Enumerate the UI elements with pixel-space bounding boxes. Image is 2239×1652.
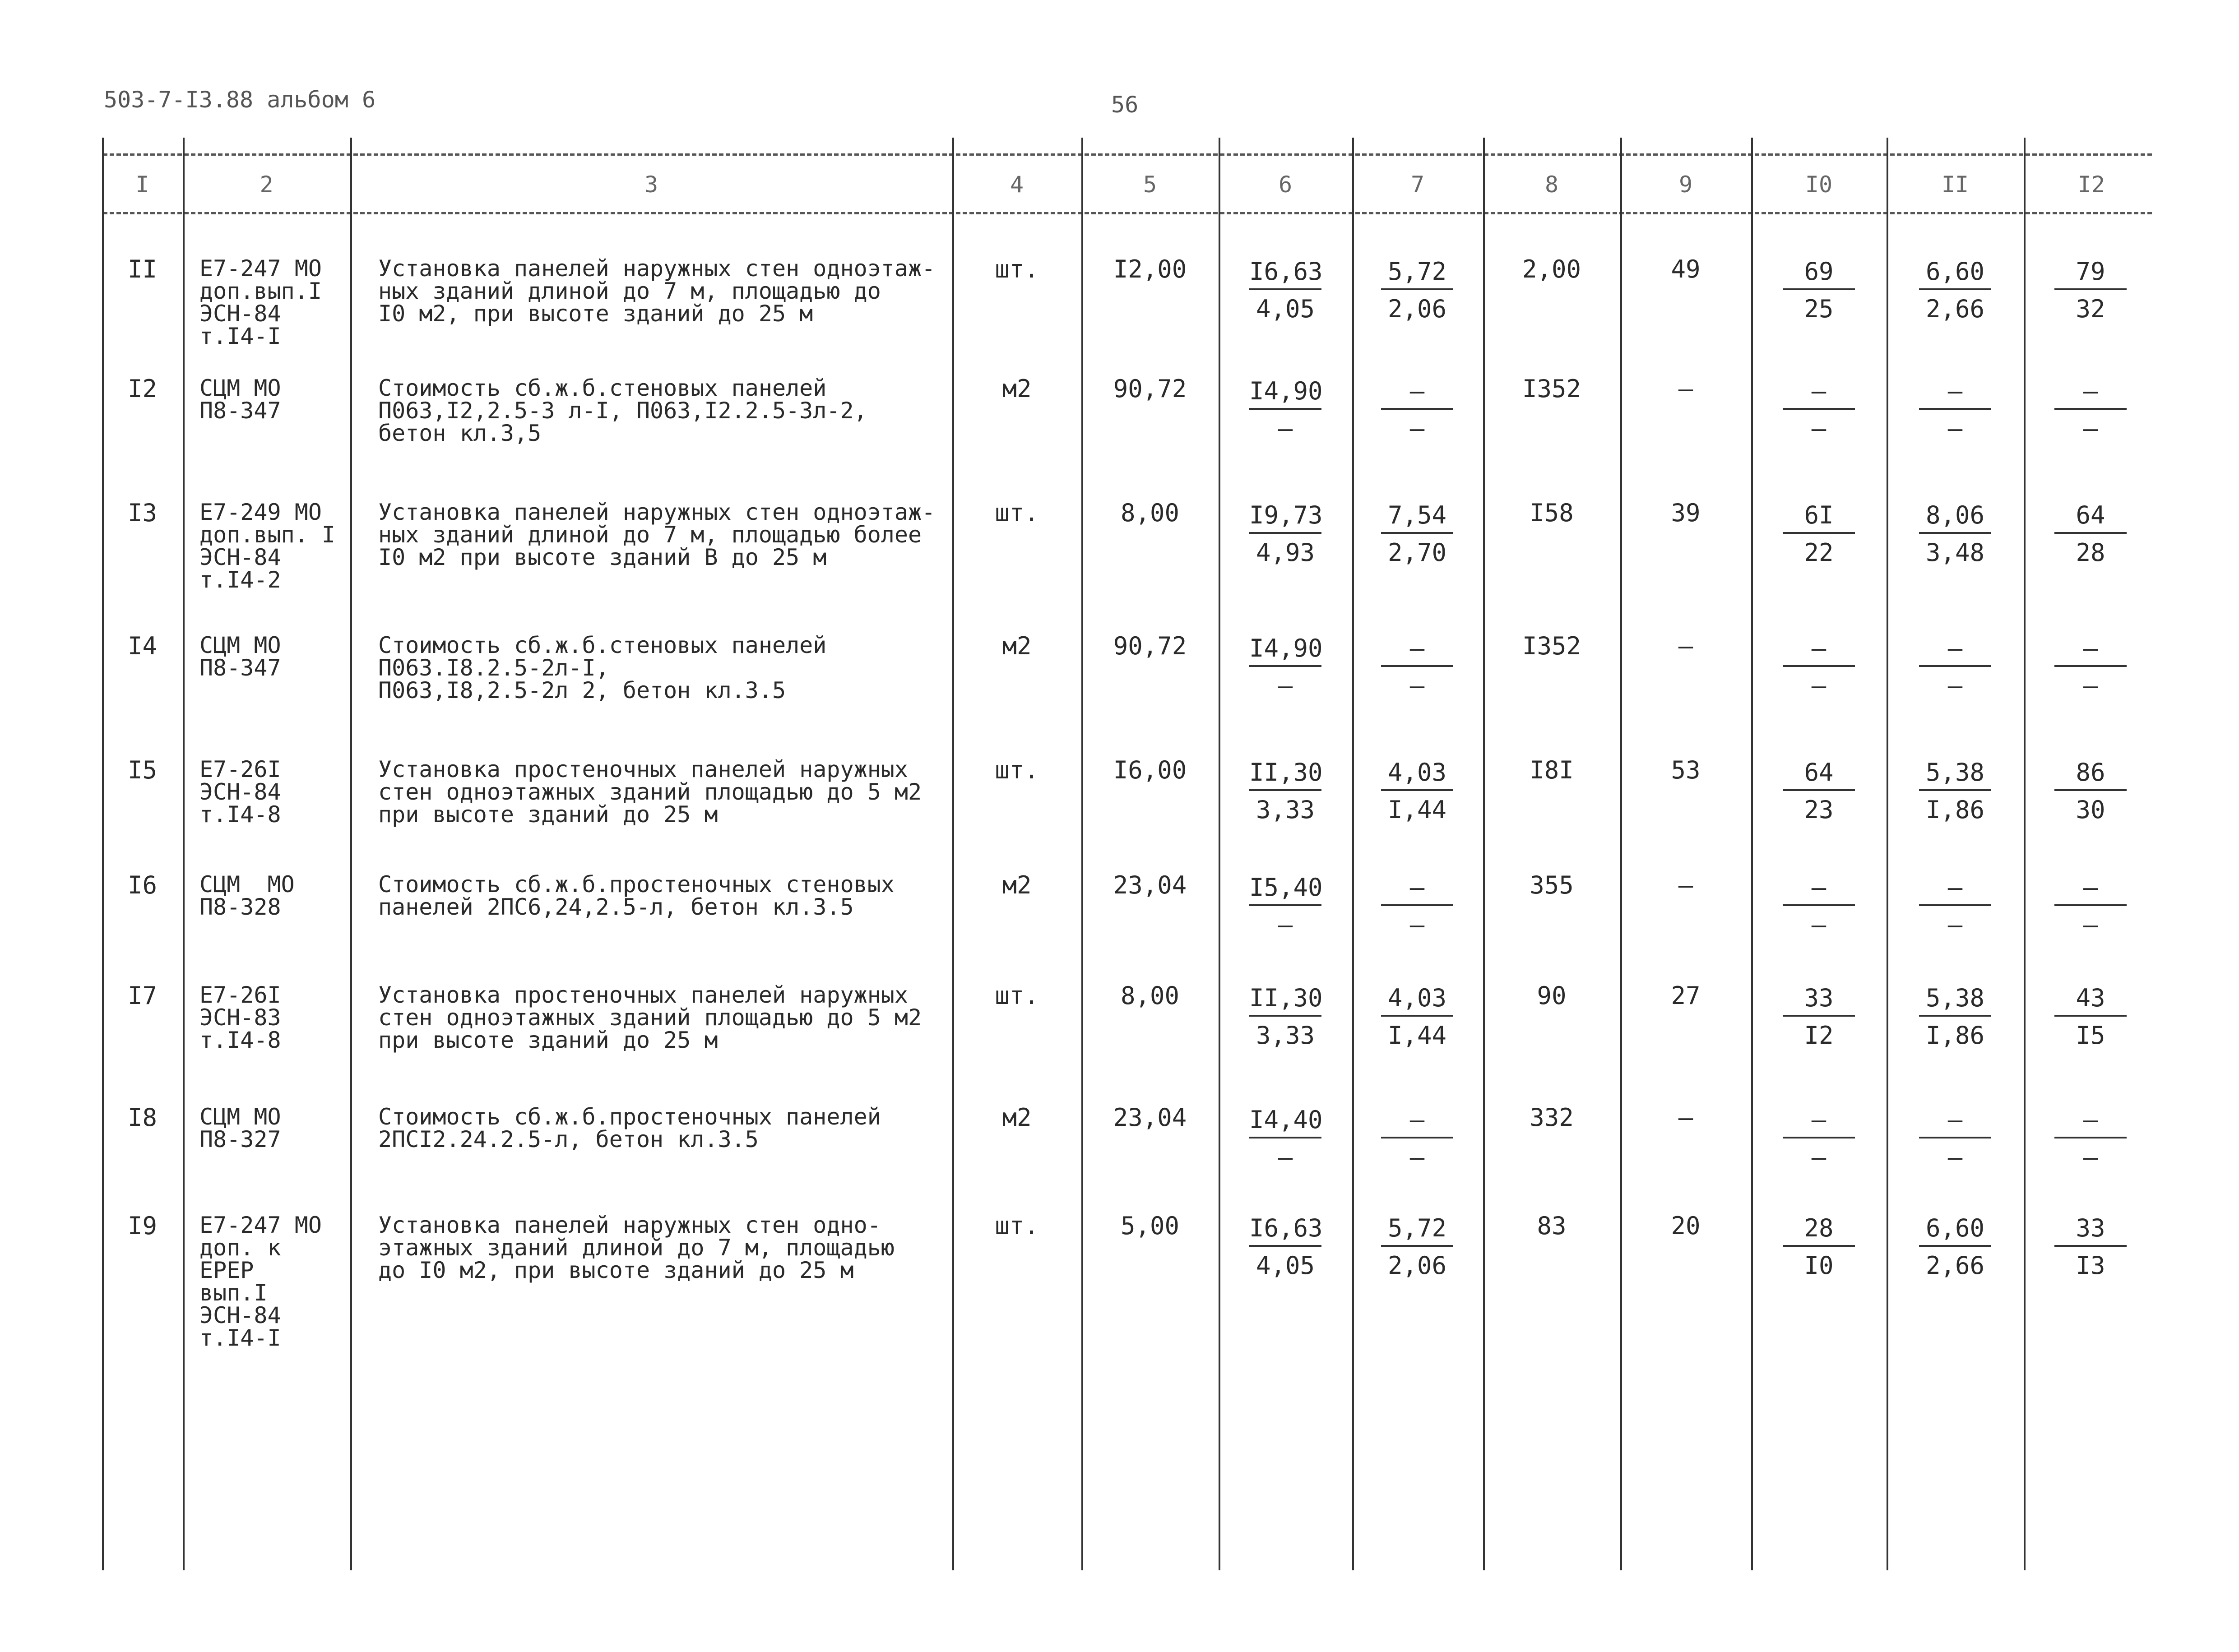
total-cost-numerator: 6I	[1783, 501, 1855, 534]
total-wage-numerator: 6,60	[1919, 1214, 1991, 1247]
unit-cost-numerator: II,30	[1249, 984, 1321, 1017]
total-sum	[2036, 1214, 2145, 1280]
total-sum-numerator: 43	[2054, 984, 2127, 1017]
unit-cost-denominator: –	[1278, 911, 1293, 939]
column-divider	[1352, 138, 1354, 1570]
work-description: Установка панелей наружных стен одноэтаж- ных зданий длиной до 7 м, площадью более I0 м2 при высоте зданий В до 25 м	[378, 499, 936, 570]
quantity: 8,00	[1120, 499, 1180, 527]
work-description: Стоимость сб.ж.б.простеночных панелей 2ПСI2.24.2.5-л, бетон кл.3.5	[378, 1104, 881, 1152]
labor-hours: 53	[1671, 756, 1701, 784]
unit-wage-denominator: I,44	[1387, 1021, 1447, 1050]
row-number: II	[127, 255, 158, 283]
total-wage	[1901, 501, 2009, 567]
total-wage-denominator: I,86	[1925, 1021, 1985, 1050]
column-header: 5	[1143, 171, 1157, 198]
norm-code: Е7-26I ЭСН-83 т.I4-8	[199, 982, 281, 1053]
quantity: 23,04	[1113, 871, 1187, 899]
unit-cost	[1231, 1214, 1340, 1280]
total-cost-denominator: –	[1811, 414, 1826, 443]
total-sum	[2036, 758, 2145, 824]
total-sum	[2036, 501, 2145, 567]
total-cost-denominator: I2	[1804, 1021, 1834, 1050]
column-divider	[2024, 138, 2026, 1570]
total-sum-numerator: 64	[2054, 501, 2127, 534]
row-number: I8	[127, 1103, 158, 1132]
unit-wage-denominator: –	[1409, 911, 1425, 939]
unit-cost	[1231, 873, 1340, 939]
total-cost	[1765, 1214, 1873, 1280]
total-cost-numerator: –	[1783, 377, 1855, 410]
unit-wage-numerator: 7,54	[1381, 501, 1453, 534]
quantity: 23,04	[1113, 1103, 1187, 1132]
total-sum-numerator: –	[2054, 873, 2127, 906]
total-wage	[1901, 984, 2009, 1050]
norm-code: СЦМ МО П8-328	[199, 871, 295, 920]
page-number: 56	[1111, 92, 1139, 118]
work-description: Стоимость сб.ж.б.простеночных стеновых панелей 2ПС6,24,2.5-л, бетон кл.3.5	[378, 871, 895, 920]
unit-cost-denominator: 3,33	[1256, 1021, 1315, 1050]
total-cost	[1765, 1106, 1873, 1171]
unit-wage	[1363, 501, 1471, 567]
total-wage-numerator: 5,38	[1919, 758, 1991, 791]
total-sum	[2036, 1106, 2145, 1171]
total-cost-denominator: –	[1811, 1143, 1826, 1171]
norm-code: СЦМ МО П8-347	[199, 632, 281, 681]
unit: шт.	[995, 756, 1039, 784]
work-description: Установка простеночных панелей наружных стен одноэтажных зданий площадью до 5 м2 при высоте зданий до 25 м	[378, 982, 922, 1053]
unit-cost	[1231, 377, 1340, 443]
material-cost: 355	[1530, 871, 1574, 899]
column-divider	[102, 138, 104, 1570]
total-cost-numerator: 64	[1783, 758, 1855, 791]
total-sum	[2036, 873, 2145, 939]
unit-wage-denominator: –	[1409, 1143, 1425, 1171]
total-wage-denominator: –	[1947, 671, 1963, 700]
total-sum-numerator: –	[2054, 1106, 2127, 1138]
work-description: Установка панелей наружных стен одноэтаж- ных зданий длиной до 7 м, площадью до I0 м2, при высоте зданий до 25 м	[378, 255, 936, 327]
total-sum-denominator: 32	[2076, 295, 2105, 323]
total-wage-numerator: 6,60	[1919, 257, 1991, 290]
unit-cost-denominator: –	[1278, 1143, 1293, 1171]
total-sum	[2036, 984, 2145, 1050]
labor-hours: –	[1678, 632, 1693, 660]
row-number: I4	[127, 632, 158, 660]
total-sum-numerator: –	[2054, 634, 2127, 667]
unit-cost-numerator: I6,63	[1249, 1214, 1321, 1247]
material-cost: 332	[1530, 1103, 1574, 1132]
unit-wage-denominator: 2,06	[1387, 1251, 1447, 1280]
total-cost-denominator: –	[1811, 671, 1826, 700]
unit: м2	[1002, 375, 1032, 403]
total-wage-denominator: –	[1947, 911, 1963, 939]
total-cost-denominator: I0	[1804, 1251, 1834, 1280]
column-divider	[1620, 138, 1622, 1570]
unit-wage	[1363, 984, 1471, 1050]
total-wage-denominator: 2,66	[1925, 1251, 1985, 1280]
total-sum-denominator: 28	[2076, 538, 2105, 567]
column-header: 3	[644, 171, 658, 198]
total-sum	[2036, 257, 2145, 323]
total-sum-denominator: –	[2083, 671, 2098, 700]
total-cost	[1765, 984, 1873, 1050]
total-cost-numerator: 33	[1783, 984, 1855, 1017]
work-description: Стоимость сб.ж.б.стеновых панелей П063.I8.2.5-2л-I, П063,I8,2.5-2л 2, бетон кл.3.5	[378, 632, 827, 703]
total-cost	[1765, 873, 1873, 939]
unit: шт.	[995, 1212, 1039, 1240]
unit-cost-denominator: 4,05	[1256, 295, 1315, 323]
material-cost: I352	[1522, 632, 1581, 660]
unit-wage-denominator: 2,06	[1387, 295, 1447, 323]
column-divider	[952, 138, 954, 1570]
norm-code: Е7-247 МО доп.вып.I ЭСН-84 т.I4-I	[199, 255, 322, 349]
row-number: I7	[127, 981, 158, 1010]
total-sum-denominator: I3	[2076, 1251, 2105, 1280]
column-divider	[183, 138, 185, 1570]
row-number: I9	[127, 1212, 158, 1240]
unit-wage	[1363, 1106, 1471, 1171]
total-wage	[1901, 634, 2009, 700]
unit-wage-numerator: –	[1381, 634, 1453, 667]
unit-wage-numerator: 5,72	[1381, 257, 1453, 290]
unit-cost	[1231, 257, 1340, 323]
labor-hours: 20	[1671, 1212, 1701, 1240]
unit-cost	[1231, 758, 1340, 824]
unit-wage	[1363, 377, 1471, 443]
quantity: 8,00	[1120, 981, 1180, 1010]
total-sum-denominator: –	[2083, 1143, 2098, 1171]
total-wage	[1901, 377, 2009, 443]
unit-cost-denominator: –	[1278, 414, 1293, 443]
unit-cost-numerator: I4,40	[1249, 1106, 1321, 1138]
total-sum-denominator: –	[2083, 414, 2098, 443]
unit-wage-numerator: –	[1381, 377, 1453, 410]
material-cost: I8I	[1530, 756, 1574, 784]
material-cost: 2,00	[1522, 255, 1581, 283]
unit: шт.	[995, 499, 1039, 527]
total-cost-denominator: 25	[1804, 295, 1834, 323]
column-divider	[350, 138, 352, 1570]
column-header: 9	[1678, 171, 1693, 198]
total-wage-numerator: 8,06	[1919, 501, 1991, 534]
column-header: I2	[2077, 171, 2105, 198]
row-number: I2	[127, 375, 158, 403]
total-cost-numerator: –	[1783, 634, 1855, 667]
norm-code: СЦМ МО П8-347	[199, 375, 281, 424]
total-wage-denominator: 3,48	[1925, 538, 1985, 567]
row-number: I6	[127, 871, 158, 899]
unit: шт.	[995, 981, 1039, 1010]
unit: м2	[1002, 1103, 1032, 1132]
labor-hours: 39	[1671, 499, 1701, 527]
unit-wage	[1363, 257, 1471, 323]
total-wage	[1901, 758, 2009, 824]
unit-cost-numerator: I6,63	[1249, 257, 1321, 290]
unit-wage	[1363, 634, 1471, 700]
total-wage-denominator: I,86	[1925, 796, 1985, 824]
norm-code: СЦМ МО П8-327	[199, 1104, 281, 1152]
total-cost	[1765, 758, 1873, 824]
norm-code: Е7-26I ЭСН-84 т.I4-8	[199, 756, 281, 828]
unit-wage-denominator: 2,70	[1387, 538, 1447, 567]
unit-cost-numerator: II,30	[1249, 758, 1321, 791]
unit-cost-denominator: 3,33	[1256, 796, 1315, 824]
total-wage-numerator: –	[1919, 873, 1991, 906]
total-sum-numerator: 79	[2054, 257, 2127, 290]
unit-cost-numerator: I4,90	[1249, 377, 1321, 410]
material-cost: 83	[1537, 1212, 1567, 1240]
labor-hours: 27	[1671, 981, 1701, 1010]
total-wage-numerator: 5,38	[1919, 984, 1991, 1017]
total-cost-numerator: –	[1783, 1106, 1855, 1138]
material-cost: I352	[1522, 375, 1581, 403]
unit-cost-numerator: I4,90	[1249, 634, 1321, 667]
unit-cost-denominator: –	[1278, 671, 1293, 700]
total-wage	[1901, 257, 2009, 323]
total-cost	[1765, 634, 1873, 700]
total-wage-numerator: –	[1919, 1106, 1991, 1138]
unit-wage-numerator: 5,72	[1381, 1214, 1453, 1247]
unit-wage-numerator: –	[1381, 1106, 1453, 1138]
material-cost: 90	[1537, 981, 1567, 1010]
unit: м2	[1002, 632, 1032, 660]
total-wage	[1901, 1214, 2009, 1280]
total-sum-numerator: –	[2054, 377, 2127, 410]
row-number: I5	[127, 756, 158, 784]
total-wage-denominator: 2,66	[1925, 295, 1985, 323]
total-cost-numerator: 69	[1783, 257, 1855, 290]
total-sum	[2036, 377, 2145, 443]
total-sum-denominator: –	[2083, 911, 2098, 939]
unit-cost	[1231, 501, 1340, 567]
total-sum-denominator: 30	[2076, 796, 2105, 824]
total-wage-numerator: –	[1919, 377, 1991, 410]
total-sum-numerator: 86	[2054, 758, 2127, 791]
unit: шт.	[995, 255, 1039, 283]
quantity: I2,00	[1113, 255, 1187, 283]
total-sum-numerator: 33	[2054, 1214, 2127, 1247]
unit-cost-numerator: I5,40	[1249, 873, 1321, 906]
total-cost-numerator: 28	[1783, 1214, 1855, 1247]
column-header: I0	[1805, 171, 1833, 198]
total-cost	[1765, 257, 1873, 323]
work-description: Установка простеночных панелей наружных стен одноэтажных зданий площадью до 5 м2 при высоте зданий до 25 м	[378, 756, 922, 828]
unit: м2	[1002, 871, 1032, 899]
header-bottom-rule	[103, 212, 2152, 214]
unit-wage-denominator: –	[1409, 414, 1425, 443]
total-cost	[1765, 501, 1873, 567]
column-divider	[1751, 138, 1753, 1570]
work-description: Стоимость сб.ж.б.стеновых панелей П063,I2,2.5-3 л-I, П063,I2.2.5-3л-2, бетон кл.3,5	[378, 375, 867, 446]
total-wage-denominator: –	[1947, 414, 1963, 443]
total-cost-denominator: 23	[1804, 796, 1834, 824]
total-sum	[2036, 634, 2145, 700]
column-divider	[1887, 138, 1888, 1570]
unit-wage-numerator: –	[1381, 873, 1453, 906]
work-description: Установка панелей наружных стен одно- этажных зданий длиной до 7 м, площадью до I0 м2, при высоте зданий до 25 м	[378, 1212, 895, 1283]
unit-cost-denominator: 4,93	[1256, 538, 1315, 567]
total-cost	[1765, 377, 1873, 443]
column-header: 8	[1544, 171, 1559, 198]
total-wage-denominator: –	[1947, 1143, 1963, 1171]
total-cost-denominator: 22	[1804, 538, 1834, 567]
column-header: 4	[1010, 171, 1024, 198]
labor-hours: –	[1678, 1103, 1693, 1132]
unit-wage	[1363, 758, 1471, 824]
unit-wage-numerator: 4,03	[1381, 758, 1453, 791]
unit-cost	[1231, 634, 1340, 700]
unit-wage-numerator: 4,03	[1381, 984, 1453, 1017]
column-divider	[1483, 138, 1485, 1570]
column-divider	[1219, 138, 1220, 1570]
unit-cost	[1231, 1106, 1340, 1171]
column-divider	[1081, 138, 1083, 1570]
column-header: 6	[1278, 171, 1293, 198]
labor-hours: –	[1678, 871, 1693, 899]
column-header: II	[1941, 171, 1969, 198]
column-header: I	[135, 171, 149, 198]
unit-cost-numerator: I9,73	[1249, 501, 1321, 534]
quantity: 90,72	[1113, 632, 1187, 660]
total-wage-numerator: –	[1919, 634, 1991, 667]
total-cost-numerator: –	[1783, 873, 1855, 906]
unit-cost-denominator: 4,05	[1256, 1251, 1315, 1280]
column-header: 2	[260, 171, 274, 198]
quantity: I6,00	[1113, 756, 1187, 784]
quantity: 5,00	[1120, 1212, 1180, 1240]
unit-cost	[1231, 984, 1340, 1050]
labor-hours: 49	[1671, 255, 1701, 283]
unit-wage	[1363, 1214, 1471, 1280]
quantity: 90,72	[1113, 375, 1187, 403]
total-wage	[1901, 873, 2009, 939]
column-header: 7	[1410, 171, 1425, 198]
norm-code: Е7-247 МО доп. к ЕРЕР вып.I ЭСН-84 т.I4-I	[199, 1212, 322, 1351]
norm-code: Е7-249 МО доп.вып. I ЭСН-84 т.I4-2	[199, 499, 336, 593]
total-sum-denominator: I5	[2076, 1021, 2105, 1050]
unit-wage-denominator: I,44	[1387, 796, 1447, 824]
unit-wage	[1363, 873, 1471, 939]
document-reference: 503-7-I3.88 альбом 6	[104, 87, 376, 113]
table-top-rule	[103, 153, 2152, 156]
labor-hours: –	[1678, 375, 1693, 403]
unit-wage-denominator: –	[1409, 671, 1425, 700]
row-number: I3	[127, 499, 158, 527]
total-wage	[1901, 1106, 2009, 1171]
total-cost-denominator: –	[1811, 911, 1826, 939]
material-cost: I58	[1530, 499, 1574, 527]
